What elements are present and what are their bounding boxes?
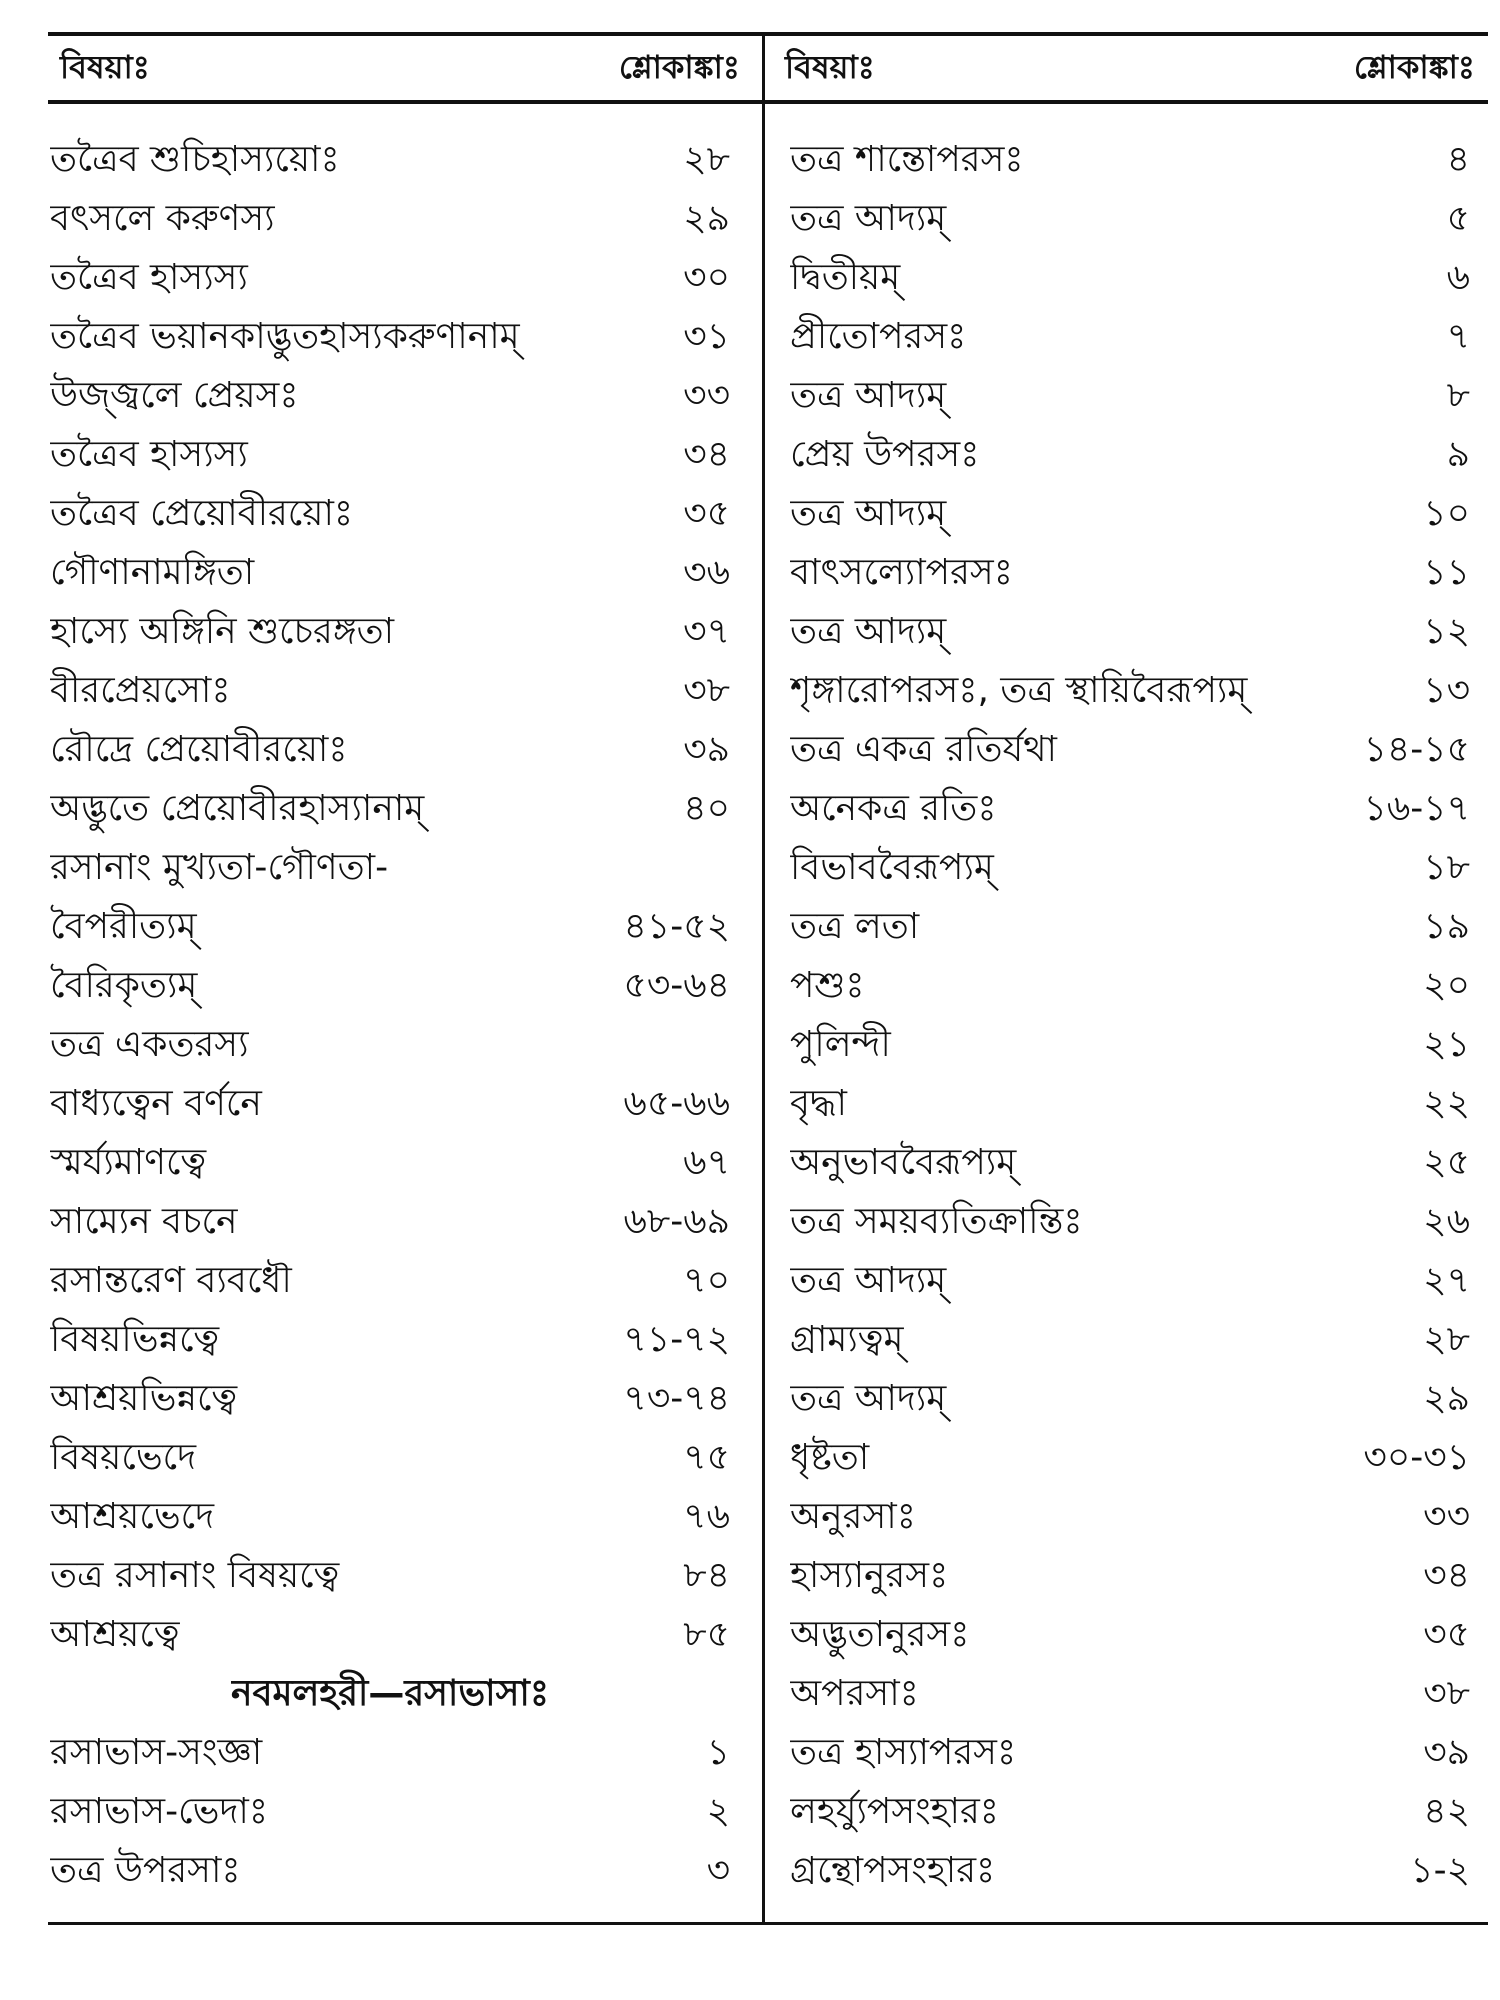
right-entry-subject: পশুঃ <box>790 964 865 1006</box>
left-entry-subject: অদ্ভুতে প্রেয়োবীরহাস্যানাম্ <box>50 787 425 829</box>
left-entry-subject: তত্র রসানাং বিষয়ত্বে <box>50 1554 340 1596</box>
left-entry-subject: তত্রৈব হাস্যস্য <box>50 433 248 475</box>
top-rule <box>48 32 1488 36</box>
left-entry-verse-number: ১ <box>706 1731 730 1773</box>
right-entry-verse-number: ৫ <box>1446 197 1470 239</box>
left-entry-verse-number: ৪০ <box>683 787 730 829</box>
right-entry-verse-number: ২১ <box>1423 1023 1470 1065</box>
left-entry-verse-number: ৩৯ <box>683 728 730 770</box>
right-index-row <box>790 663 1470 722</box>
left-entry-verse-number: ৩৩ <box>683 374 730 416</box>
right-entry-subject: ধৃষ্টতা <box>790 1436 870 1478</box>
right-index-row <box>790 132 1470 191</box>
left-entry-subject: স্মর্য্যমাণত্বে <box>50 1141 207 1183</box>
right-entry-subject: বৃদ্ধা <box>790 1082 847 1124</box>
right-entry-subject: তত্র আদ্যম্ <box>790 1377 947 1419</box>
left-entry-subject: রসাভাস-সংজ্ঞা <box>50 1731 263 1773</box>
right-entry-verse-number: ২২ <box>1423 1082 1470 1124</box>
right-entry-subject: প্রেয় উপরসঃ <box>790 433 980 475</box>
right-header-subject: বিষয়াঃ <box>785 48 875 86</box>
right-entry-subject: বাৎসল্যোপরসঃ <box>790 551 1013 593</box>
right-entry-subject: তত্র শান্তোপরসঃ <box>790 138 1024 180</box>
column-divider <box>762 32 765 1925</box>
left-entry-verse-number: ৮৪ <box>683 1554 730 1596</box>
left-entry-verse-number: ২৮ <box>683 138 730 180</box>
right-index-row <box>790 899 1470 958</box>
left-entry-subject: হাস্যে অঙ্গিনি শুচেরঙ্গতা <box>50 610 395 652</box>
right-entry-subject: তত্র আদ্যম্ <box>790 610 947 652</box>
left-index-row <box>50 309 730 368</box>
left-index-row <box>50 722 730 781</box>
right-entry-subject: তত্র আদ্যম্ <box>790 197 947 239</box>
left-entry-subject: সাম্যেন বচনে <box>50 1200 238 1242</box>
right-entry-verse-number: ৩০-৩১ <box>1363 1436 1470 1478</box>
right-entry-subject: বিভাববৈরূপ্যম্ <box>790 846 994 888</box>
right-index-row <box>790 1253 1470 1312</box>
right-entry-subject: প্রীতোপরসঃ <box>790 315 967 357</box>
right-index-row <box>790 1843 1470 1902</box>
left-index-row <box>50 191 730 250</box>
left-index-row <box>50 1607 730 1666</box>
right-index-row <box>790 1430 1470 1489</box>
right-index-row <box>790 191 1470 250</box>
right-entry-verse-number: ৩৩ <box>1423 1495 1470 1537</box>
right-entry-verse-number: ২৮ <box>1423 1318 1470 1360</box>
right-entry-verse-number: ১৯ <box>1423 905 1470 947</box>
left-entry-subject: তত্র একতরস্য <box>50 1023 249 1065</box>
right-entry-verse-number: ১৬-১৭ <box>1363 787 1470 829</box>
right-index-row <box>790 1607 1470 1666</box>
left-index-row <box>50 1371 730 1430</box>
right-entry-verse-number: ১৩ <box>1423 669 1470 711</box>
left-index-row <box>50 663 730 722</box>
left-entry-verse-number: ৬৫-৬৬ <box>623 1082 730 1124</box>
right-entry-verse-number: ৯ <box>1446 433 1470 475</box>
left-index-row <box>50 1489 730 1548</box>
left-header-verse: শ্লোকাঙ্কাঃ <box>618 48 740 86</box>
right-entry-verse-number: ২৬ <box>1423 1200 1470 1242</box>
right-entry-subject: তত্র আদ্যম্ <box>790 1259 947 1301</box>
left-entry-subject: বীরপ্রেয়সোঃ <box>50 669 231 711</box>
left-index-row <box>50 545 730 604</box>
left-entry-verse-number: ২ <box>706 1790 730 1832</box>
right-index-row <box>790 368 1470 427</box>
right-entry-verse-number: ৩৪ <box>1423 1554 1470 1596</box>
left-index-row <box>50 958 730 1017</box>
right-entry-subject: অনুরসাঃ <box>790 1495 916 1537</box>
left-entry-verse-number: ৬৭ <box>683 1141 730 1183</box>
left-entry-subject: তত্র উপরসাঃ <box>50 1849 241 1891</box>
left-entry-subject: নবমলহরী—রসাভাসাঃ <box>230 1672 550 1714</box>
left-entry-verse-number: ৫৩-৬৪ <box>623 964 730 1006</box>
right-index-row <box>790 1725 1470 1784</box>
left-entry-subject: আশ্রয়ত্বে <box>50 1613 180 1655</box>
left-entry-subject: রসানাং মুখ্যতা-গৌণতা- <box>50 846 389 888</box>
right-entry-verse-number: ২৯ <box>1423 1377 1470 1419</box>
right-entry-verse-number: ১২ <box>1423 610 1470 652</box>
left-index-row <box>50 368 730 427</box>
left-index-row <box>50 1784 730 1843</box>
right-index-row <box>790 1784 1470 1843</box>
right-entry-subject: তত্র সময়ব্যতিক্রান্তিঃ <box>790 1200 1083 1242</box>
right-index-row <box>790 427 1470 486</box>
right-entry-subject: গ্রন্থোপসংহারঃ <box>790 1849 996 1891</box>
right-entry-verse-number: ১০ <box>1423 492 1470 534</box>
left-entry-subject: বিষয়ভিন্নত্বে <box>50 1318 220 1360</box>
left-index-row <box>50 1430 730 1489</box>
right-index-row <box>790 840 1470 899</box>
left-entry-subject: তত্রৈব ভয়ানকাদ্ভুতহাস্যকরুণানাম্ <box>50 315 520 357</box>
left-index-row <box>50 840 730 899</box>
right-entry-verse-number: ৮ <box>1446 374 1470 416</box>
right-entry-verse-number: ৩৮ <box>1423 1672 1470 1714</box>
left-entry-verse-number: ৪১-৫২ <box>623 905 730 947</box>
left-header <box>60 40 740 98</box>
right-index-row <box>790 604 1470 663</box>
right-entry-subject: দ্বিতীয়ম্ <box>790 256 901 298</box>
right-header <box>785 40 1475 98</box>
right-entry-subject: তত্র আদ্যম্ <box>790 492 947 534</box>
left-index-row <box>50 1843 730 1902</box>
right-index-row <box>790 486 1470 545</box>
left-entry-subject: রৌদ্রে প্রেয়োবীরয়োঃ <box>50 728 348 770</box>
right-index-row <box>790 1489 1470 1548</box>
left-index-row <box>50 132 730 191</box>
right-index-row <box>790 1548 1470 1607</box>
right-entry-subject: অনুভাববৈরূপ্যম্ <box>790 1141 1017 1183</box>
right-index-row <box>790 722 1470 781</box>
right-index-row <box>790 1312 1470 1371</box>
right-index-row <box>790 309 1470 368</box>
left-entry-subject: রসান্তরেণ ব্যবধৌ <box>50 1259 292 1301</box>
left-entry-subject: তত্রৈব প্রেয়োবীরয়োঃ <box>50 492 354 534</box>
right-index-row <box>790 1076 1470 1135</box>
right-entry-subject: তত্র একত্র রতির্যথা <box>790 728 1057 770</box>
left-column <box>50 132 730 1902</box>
right-entry-verse-number: ১৪-১৫ <box>1363 728 1470 770</box>
right-column <box>790 132 1470 1902</box>
header-rule <box>48 100 1488 104</box>
right-entry-verse-number: ৬ <box>1446 256 1470 298</box>
right-index-row <box>790 250 1470 309</box>
left-entry-verse-number: ৭১-৭২ <box>623 1318 730 1360</box>
left-entry-verse-number: ৭৩-৭৪ <box>623 1377 730 1419</box>
right-entry-subject: পুলিন্দী <box>790 1023 891 1065</box>
right-entry-verse-number: ২৫ <box>1423 1141 1470 1183</box>
right-entry-verse-number: ২৭ <box>1423 1259 1470 1301</box>
right-entry-verse-number: ৪২ <box>1423 1790 1470 1832</box>
left-entry-subject: গৌণানামঙ্গিতা <box>50 551 255 593</box>
left-entry-verse-number: ২৯ <box>683 197 730 239</box>
left-entry-subject: আশ্রয়ভিন্নত্বে <box>50 1377 238 1419</box>
left-entry-subject: তত্রৈব শুচিহাস্যয়োঃ <box>50 138 340 180</box>
right-index-row <box>790 1135 1470 1194</box>
right-entry-verse-number: ২০ <box>1423 964 1470 1006</box>
left-entry-subject: বৈরিকৃত্যম্ <box>50 964 198 1006</box>
left-index-row <box>50 604 730 663</box>
left-index-row <box>50 1135 730 1194</box>
right-index-row <box>790 958 1470 1017</box>
right-entry-verse-number: ৭ <box>1446 315 1470 357</box>
left-entry-subject: তত্রৈব হাস্যস্য <box>50 256 248 298</box>
left-entry-verse-number: ৩১ <box>683 315 730 357</box>
left-entry-verse-number: ৭০ <box>683 1259 730 1301</box>
right-entry-subject: গ্রাম্যত্বম্ <box>790 1318 904 1360</box>
left-index-row <box>50 1194 730 1253</box>
right-index-row <box>790 1017 1470 1076</box>
right-entry-verse-number: ১১ <box>1423 551 1470 593</box>
left-index-row <box>50 1725 730 1784</box>
left-entry-verse-number: ৩৫ <box>683 492 730 534</box>
right-entry-subject: লহর্য্যুপসংহারঃ <box>790 1790 999 1832</box>
left-entry-verse-number: ৭৬ <box>683 1495 730 1537</box>
left-entry-verse-number: ৩৪ <box>683 433 730 475</box>
left-index-row <box>50 1017 730 1076</box>
left-entry-verse-number: ৩৭ <box>683 610 730 652</box>
left-entry-verse-number: ৭৫ <box>683 1436 730 1478</box>
left-index-row <box>50 486 730 545</box>
right-index-row <box>790 781 1470 840</box>
left-entry-subject: বিষয়ভেদে <box>50 1436 197 1478</box>
left-entry-verse-number: ৮৫ <box>683 1613 730 1655</box>
right-index-row <box>790 1194 1470 1253</box>
right-entry-verse-number: ৪ <box>1446 138 1470 180</box>
right-entry-subject: শৃঙ্গারোপরসঃ, তত্র স্থায়িবৈরূপ্যম্ <box>790 669 1248 711</box>
left-entry-verse-number: ৬৮-৬৯ <box>623 1200 730 1242</box>
right-index-row <box>790 1371 1470 1430</box>
left-entry-verse-number: ৩৬ <box>683 551 730 593</box>
left-entry-subject: উজ্জ্বলে প্রেয়সঃ <box>50 374 299 416</box>
left-entry-subject: আশ্রয়ভেদে <box>50 1495 215 1537</box>
left-index-row <box>50 427 730 486</box>
left-index-row <box>50 899 730 958</box>
right-entry-verse-number: ৩৫ <box>1423 1613 1470 1655</box>
right-header-verse: শ্লোকাঙ্কাঃ <box>1353 48 1475 86</box>
right-entry-verse-number: ১৮ <box>1423 846 1470 888</box>
left-entry-subject: বাধ্যত্বেন বর্ণনে <box>50 1082 262 1124</box>
left-entry-verse-number: ৩ <box>706 1849 730 1891</box>
left-entry-subject: বৎসলে করুণস্য <box>50 197 275 239</box>
right-entry-verse-number: ৩৯ <box>1423 1731 1470 1773</box>
left-entry-verse-number: ৩৮ <box>683 669 730 711</box>
left-index-row <box>50 1548 730 1607</box>
left-index-row <box>50 1076 730 1135</box>
right-entry-subject: তত্র লতা <box>790 905 920 947</box>
bottom-rule <box>48 1922 1488 1925</box>
left-index-row <box>50 781 730 840</box>
left-index-row <box>50 1312 730 1371</box>
left-entry-subject: রসাভাস-ভেদাঃ <box>50 1790 269 1832</box>
right-entry-verse-number: ১-২ <box>1410 1849 1470 1891</box>
right-entry-subject: হাস্যানুরসঃ <box>790 1554 949 1596</box>
right-entry-subject: অদ্ভুতানুরসঃ <box>790 1613 970 1655</box>
right-index-row <box>790 545 1470 604</box>
left-header-subject: বিষয়াঃ <box>60 48 150 86</box>
right-entry-subject: অপরসাঃ <box>790 1672 919 1714</box>
right-entry-subject: তত্র হাস্যাপরসঃ <box>790 1731 1017 1773</box>
left-entry-verse-number: ৩০ <box>683 256 730 298</box>
right-entry-subject: অনেকত্র রতিঃ <box>790 787 997 829</box>
right-entry-subject: তত্র আদ্যম্ <box>790 374 947 416</box>
left-section-heading <box>50 1666 730 1725</box>
left-index-row <box>50 250 730 309</box>
left-index-row <box>50 1253 730 1312</box>
right-index-row <box>790 1666 1470 1725</box>
left-entry-subject: বৈপরীত্যম্ <box>50 905 197 947</box>
